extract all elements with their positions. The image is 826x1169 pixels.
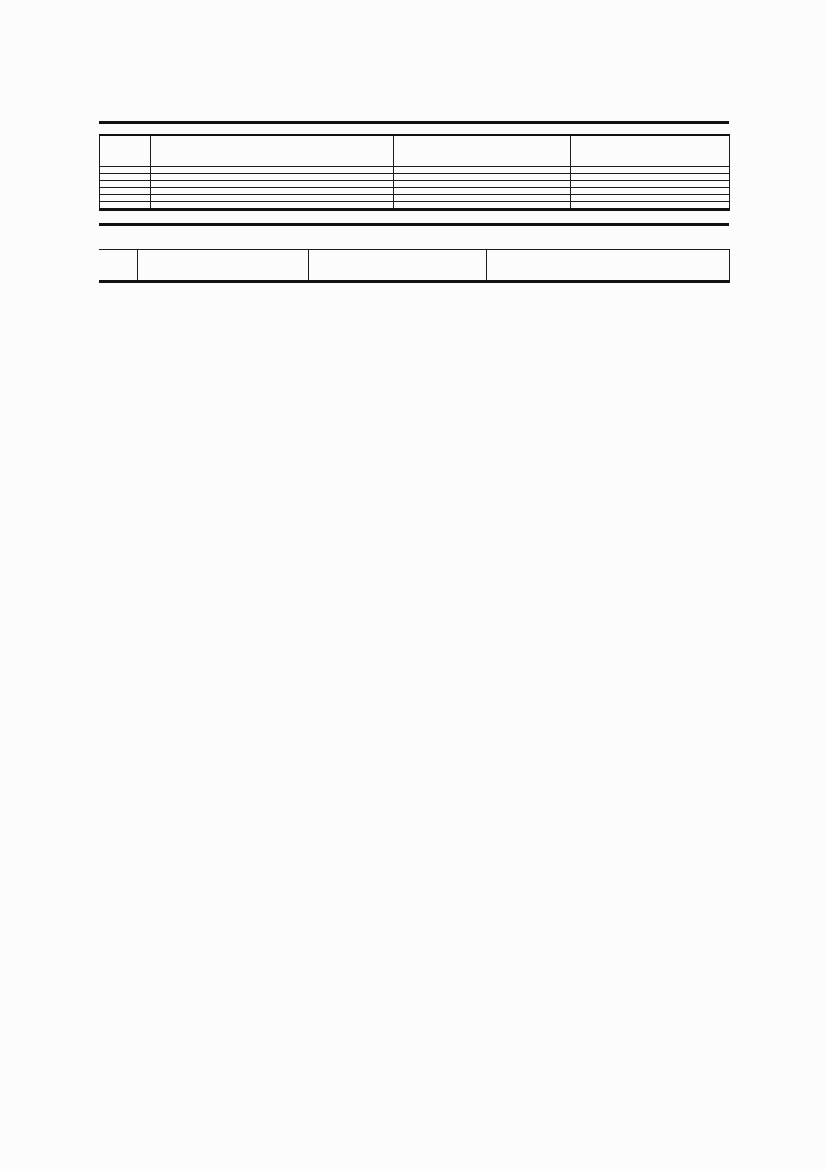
personnel-cell — [571, 181, 730, 188]
col-header-serial — [100, 135, 151, 167]
col-header-personnel — [486, 250, 729, 282]
prize-banner — [99, 225, 729, 250]
row-number-cell — [100, 167, 151, 174]
project-name-cell — [151, 195, 394, 202]
col-header-personnel — [571, 135, 730, 167]
row-number-cell — [100, 188, 151, 195]
table-24-first-prize — [99, 223, 730, 283]
unit-cell — [394, 188, 571, 195]
table-23-continued — [99, 134, 730, 211]
unit-cell — [394, 195, 571, 202]
col-header-unit — [394, 135, 571, 167]
prize-banner-row — [99, 225, 729, 250]
row-number-cell — [100, 181, 151, 188]
col-header-project — [137, 250, 308, 282]
table-row — [100, 202, 730, 210]
running-head — [99, 112, 729, 124]
table-row — [100, 195, 730, 202]
page-content — [99, 112, 729, 283]
table24-header-row — [99, 250, 729, 282]
project-name-cell — [151, 188, 394, 195]
row-number-cell — [100, 202, 151, 210]
personnel-cell — [571, 195, 730, 202]
row-number-cell — [100, 174, 151, 181]
personnel-cell — [571, 188, 730, 195]
table23-header-row — [100, 135, 730, 167]
table-row — [100, 188, 730, 195]
personnel-cell — [571, 174, 730, 181]
col-header-serial — [99, 250, 137, 282]
table23-body — [100, 167, 730, 210]
table-row — [100, 174, 730, 181]
row-number-cell — [100, 195, 151, 202]
project-name-cell — [151, 202, 394, 210]
personnel-cell — [571, 202, 730, 210]
unit-cell — [394, 167, 571, 174]
personnel-cell — [571, 167, 730, 174]
unit-cell — [394, 181, 571, 188]
unit-cell — [394, 174, 571, 181]
col-header-project — [151, 135, 394, 167]
table-row — [100, 167, 730, 174]
table-row — [100, 181, 730, 188]
unit-cell — [394, 202, 571, 210]
project-name-cell — [151, 167, 394, 174]
project-name-cell — [151, 181, 394, 188]
project-name-cell — [151, 174, 394, 181]
col-header-unit — [308, 250, 486, 282]
